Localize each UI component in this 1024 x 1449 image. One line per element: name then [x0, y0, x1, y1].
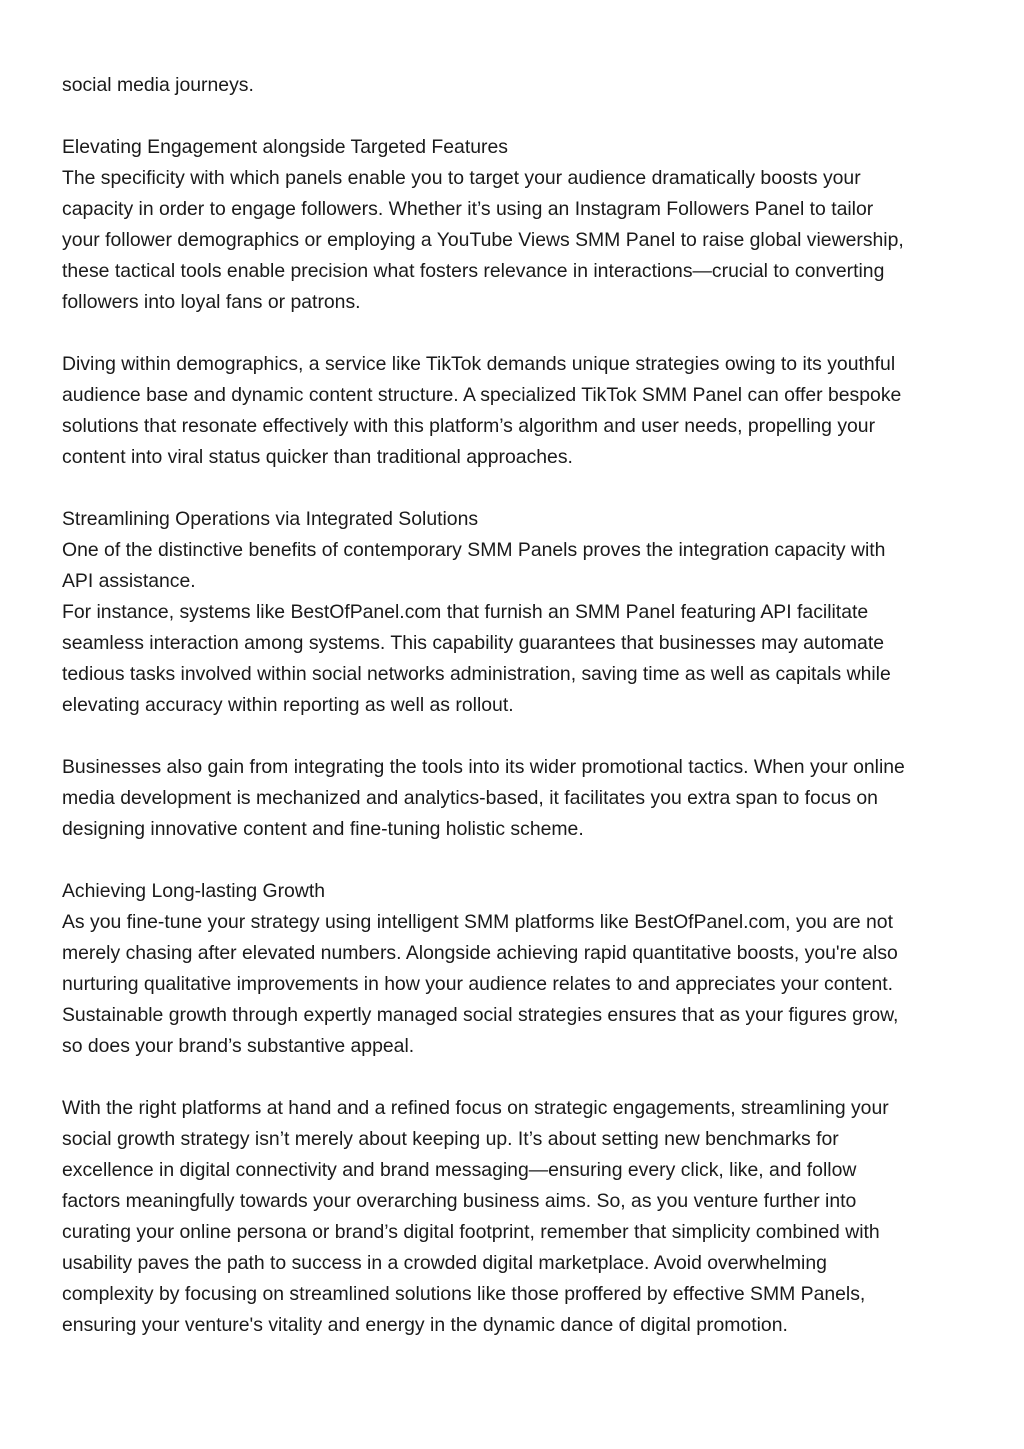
blank-line [62, 721, 968, 752]
text-line: seamless interaction among systems. This capability guarantees that businesses may automate [62, 632, 884, 654]
text-line: capacity in order to engage followers. Whether it’s using an Instagram Followers Panel to tailor [62, 198, 874, 220]
text-line: complexity by focusing on streamlined solutions like those proffered by effective SMM Panels, [62, 1283, 866, 1305]
text-line: content into viral status quicker than traditional approaches. [62, 446, 573, 468]
section-heading: Achieving Long-lasting Growth [62, 880, 325, 902]
text-line: solutions that resonate effectively with this platform’s algorithm and user needs, propelling your [62, 415, 876, 437]
text-line: your follower demographics or employing a YouTube Views SMM Panel to raise global viewership, [62, 229, 904, 251]
text-line: followers into loyal fans or patrons. [62, 291, 361, 313]
text-line: The specificity with which panels enable you to target your audience dramatically boosts your [62, 167, 861, 189]
text-line: merely chasing after elevated numbers. Alongside achieving rapid quantitative boosts, you're also [62, 942, 898, 964]
text-line: API assistance. [62, 570, 196, 592]
text-line: tedious tasks involved within social networks administration, saving time as well as capitals while [62, 663, 891, 685]
text-line: excellence in digital connectivity and brand messaging—ensuring every click, like, and follow [62, 1159, 857, 1181]
blank-line [62, 845, 968, 876]
text-line: audience base and dynamic content structure. A specialized TikTok SMM Panel can offer bespoke [62, 384, 902, 406]
text-line: With the right platforms at hand and a refined focus on strategic engagements, streamlining your [62, 1097, 889, 1119]
section-heading: Elevating Engagement alongside Targeted Features [62, 136, 508, 158]
blank-line [62, 101, 968, 132]
blank-line [62, 1062, 968, 1093]
text-line: Sustainable growth through expertly managed social strategies ensures that as your figures grow, [62, 1004, 899, 1026]
text-line: As you fine-tune your strategy using intelligent SMM platforms like BestOfPanel.com, you are not [62, 911, 893, 933]
text-line: media development is mechanized and analytics-based, it facilitates you extra span to focus on [62, 787, 878, 809]
text-line: elevating accuracy within reporting as well as rollout. [62, 694, 514, 716]
text-line: these tactical tools enable precision what fosters relevance in interactions—crucial to converting [62, 260, 885, 282]
blank-line [62, 473, 968, 504]
text-line: designing innovative content and fine-tuning holistic scheme. [62, 818, 584, 840]
text-line: Businesses also gain from integrating the tools into its wider promotional tactics. When your online [62, 756, 905, 778]
text-line: One of the distinctive benefits of contemporary SMM Panels proves the integration capacity with [62, 539, 886, 561]
text-line: factors meaningfully towards your overarching business aims. So, as you venture further into [62, 1190, 857, 1212]
text-line: nurturing qualitative improvements in how your audience relates to and appreciates your content. [62, 973, 894, 995]
text-line: so does your brand’s substantive appeal. [62, 1035, 415, 1057]
text-line: ensuring your venture's vitality and energy in the dynamic dance of digital promotion. [62, 1314, 788, 1336]
text-line: Diving within demographics, a service like TikTok demands unique strategies owing to its youthful [62, 353, 896, 375]
text-line: For instance, systems like BestOfPanel.com that furnish an SMM Panel featuring API facilitate [62, 601, 869, 623]
text-line: usability paves the path to success in a crowded digital marketplace. Avoid overwhelming [62, 1252, 827, 1274]
section-heading: Streamlining Operations via Integrated Solutions [62, 508, 479, 530]
text-line: curating your online persona or brand’s digital footprint, remember that simplicity combined with [62, 1221, 880, 1243]
text-line: social growth strategy isn’t merely about keeping up. It’s about setting new benchmarks for [62, 1128, 839, 1150]
blank-line [62, 318, 968, 349]
text-line: social media journeys. [62, 74, 254, 96]
